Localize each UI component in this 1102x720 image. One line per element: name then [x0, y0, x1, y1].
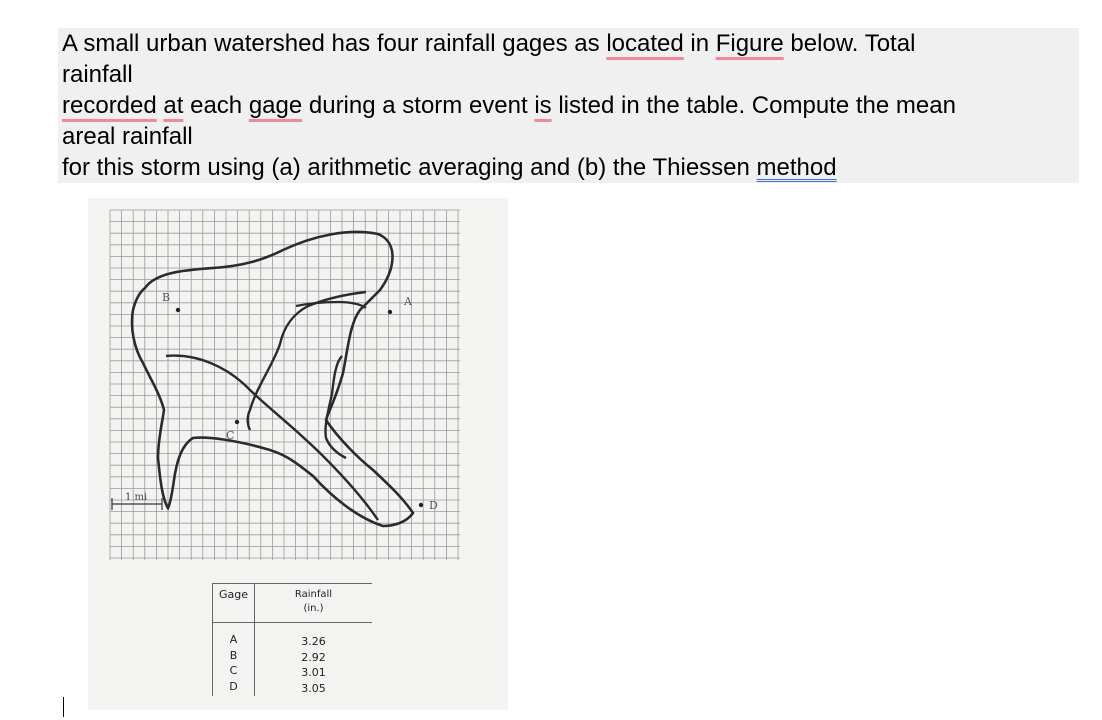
rainfall-table: [212, 583, 372, 696]
question-line-2: rainfall: [62, 61, 133, 88]
question-line-5: [62, 152, 1079, 183]
question-text[interactable]: [58, 28, 1079, 183]
question-fragment: for this storm using (a) arithmetic averaging and (b) the Thiessen: [62, 154, 757, 181]
gage-d-label: D: [429, 499, 438, 512]
rainfall-column: [255, 623, 372, 696]
question-line-4: areal rainfall: [62, 123, 193, 150]
col-rainfall-header-line2: (in.): [303, 603, 324, 614]
table-cell: 3.26: [301, 635, 326, 648]
gage-c-label: C: [226, 429, 235, 442]
question-fragment: below. Total: [783, 30, 916, 57]
table-header: [212, 583, 372, 623]
question-fragment: during a storm event: [302, 92, 535, 119]
col-rainfall-header-line1: Rainfall: [294, 589, 333, 600]
spelling-flag[interactable]: Figure: [715, 30, 784, 57]
spelling-flag[interactable]: gage: [248, 92, 303, 119]
spelling-flag[interactable]: at: [163, 92, 184, 119]
table-cell: 2.92: [301, 650, 326, 664]
table-cell: C: [229, 664, 238, 677]
table-body: [212, 623, 372, 696]
watershed-figure-image[interactable]: [88, 198, 508, 710]
text-cursor: [63, 697, 64, 717]
question-fragment: in: [683, 30, 716, 57]
table-cell: D: [229, 679, 238, 693]
table-cell: 3.01: [301, 666, 326, 679]
table-cell: B: [229, 648, 238, 662]
gage-column: [213, 623, 255, 696]
spelling-flag[interactable]: is: [534, 92, 552, 119]
gage-a-label: A: [404, 295, 412, 308]
question-fragment: A small urban watershed has four rainfall gages as: [62, 30, 607, 57]
question-line-3: [62, 90, 1079, 121]
gage-c-marker: [235, 420, 239, 424]
scale-label: 1 mi: [125, 492, 148, 503]
question-fragment: listed in the table. Compute the mean: [551, 92, 956, 119]
table-cell: A: [229, 633, 238, 646]
col-rainfall-header: [255, 584, 372, 622]
grammar-flag[interactable]: method: [756, 154, 837, 181]
question-line-1: [62, 28, 1079, 59]
col-gage-header: Gage: [213, 584, 255, 622]
question-fragment: each: [183, 92, 249, 119]
gage-a-marker: [388, 310, 392, 314]
gage-d-marker: [419, 503, 423, 507]
table-cell: 3.05: [301, 681, 326, 695]
gage-b-marker: [176, 308, 180, 312]
spelling-flag[interactable]: located: [606, 30, 684, 57]
gage-b-label: B: [162, 291, 171, 304]
spelling-flag[interactable]: recorded: [62, 92, 157, 119]
